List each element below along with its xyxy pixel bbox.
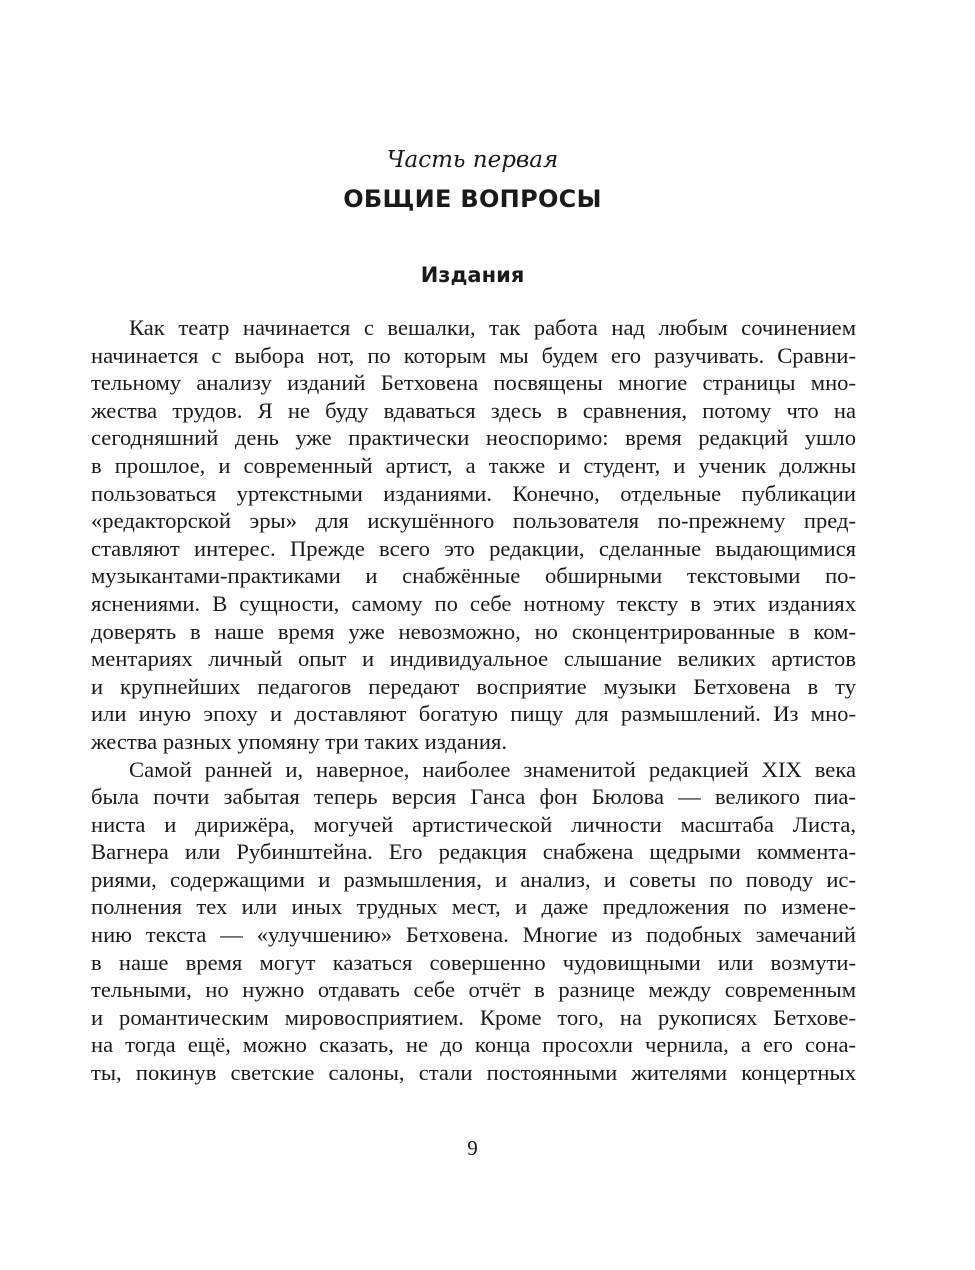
text-line: тельными, но нужно отдавать себе отчёт в разнице между современным [91,977,856,1003]
text-line: музыкантами-практиками и снабжённые обширными текстовыми по- [91,563,856,589]
text-line: начинается с выбора нот, по которым мы будем его разучивать. Сравни- [91,342,856,368]
text-line: риями, содержащими и размышления, и анализ, и советы по поводу ис- [91,866,856,892]
text-line: нию текста — «улучшению» Бетховена. Многие из подобных замечаний [91,922,856,948]
text-line: ты, покинув светские салоны, стали постоянными жителями концертных [91,1060,856,1086]
text-line: Самой ранней и, наверное, наиболее знаменитой редакцией XIX века [129,756,856,782]
part-title: ОБЩИЕ ВОПРОСЫ [343,185,602,213]
text-line: ментариях личный опыт и индивидуальное слышание великих артистов [91,646,856,672]
text-line: Вагнера или Рубинштейна. Его редакция снабжена щедрыми коммента- [91,839,856,865]
page-number: 9 [467,1136,478,1160]
part-label: Часть первая [386,147,559,173]
text-line: тельному анализу изданий Бетховена посвящены многие страницы мно- [91,370,856,396]
paragraph [91,756,856,1087]
text-line: и романтическим мировосприятием. Кроме того, на рукописях Бетхове- [91,1004,856,1030]
text-line: доверять в наше время уже невозможно, но сконцентрированные в ком- [91,618,856,644]
text-line: Как театр начинается с вешалки, так работа над любым сочинением [129,315,856,340]
section-heading: Издания [420,263,525,287]
text-line: жества трудов. Я не буду вдаваться здесь в сравнения, потому что на [91,397,856,423]
text-line: ставляют интерес. Прежде всего это редакции, сделанные выдающимися [91,535,856,561]
text-line: и крупнейших педагогов передают восприятие музыки Бетховена в ту [91,673,856,699]
text-line: «редакторской эры» для искушённого пользователя по-прежнему пред- [91,508,856,534]
text-line: полнения тех или иных трудных мест, и даже предложения по измене- [91,894,856,920]
text-line: ниста и дирижёра, могучей артистической личности масштаба Листа, [91,811,856,837]
body-text [91,314,856,1087]
text-line: в наше время могут казаться совершенно чудовищными или возмути- [91,949,856,975]
text-line: пользоваться уртекстными изданиями. Конечно, отдельные публикации [91,480,856,506]
text-line: сегодняшний день уже практически неоспоримо: время редакций ушло [91,425,856,451]
text-line: яснениями. В сущности, самому по себе нотному тексту в этих изданиях [91,590,856,616]
paragraph [91,314,856,756]
text-line: на тогда ещё, можно сказать, не до конца просохли чернила, а его сона- [91,1032,856,1058]
text-line: жества разных упомяну три таких издания. [91,728,508,754]
text-line: или иную эпоху и доставляют богатую пищу для размышлений. Из мно- [91,701,856,727]
text-line: была почти забытая теперь версия Ганса фон Бюлова — великого пиа- [91,784,856,810]
text-line: в прошлое, и современный артист, а также и студент, и ученик должны [91,452,856,478]
